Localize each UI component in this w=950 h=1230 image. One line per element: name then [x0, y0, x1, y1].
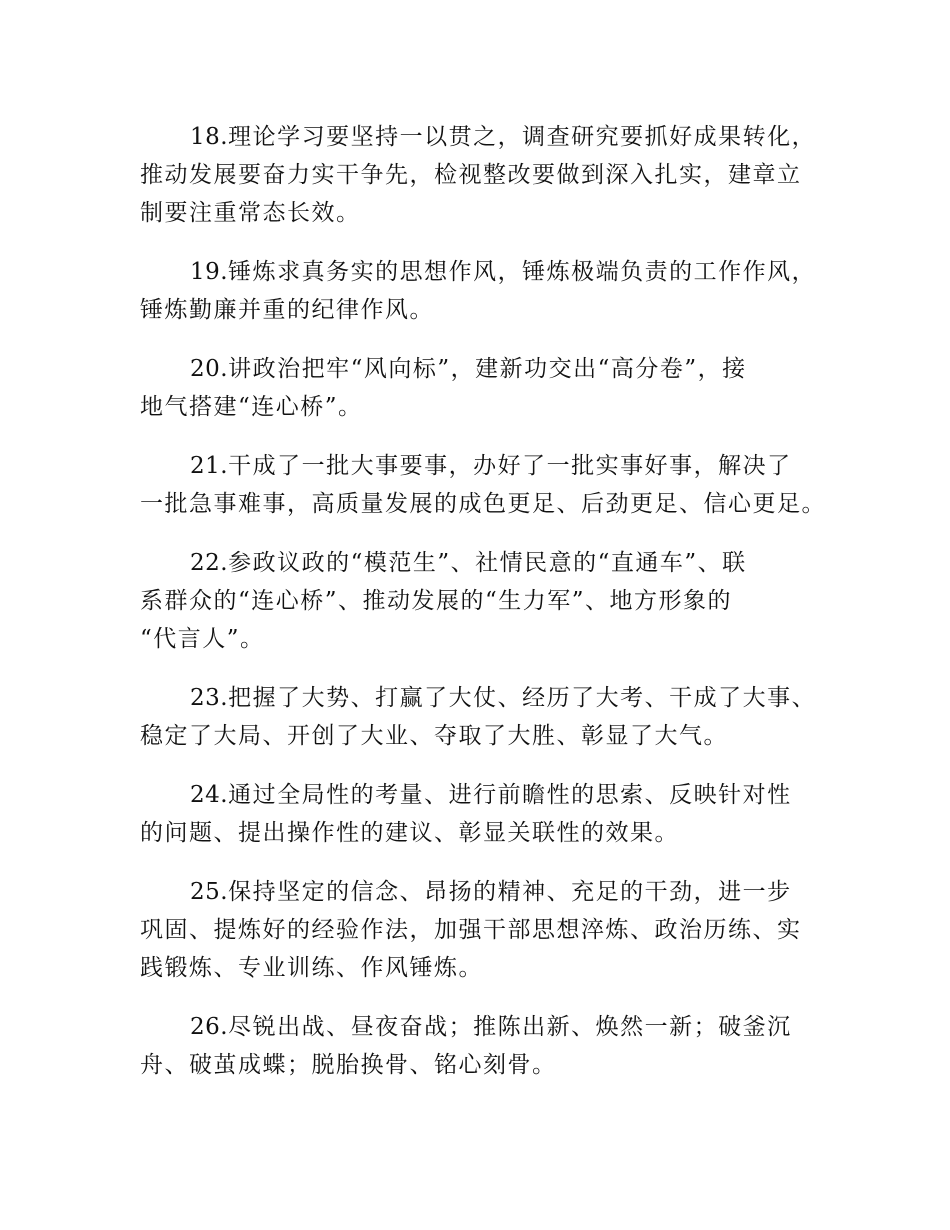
paragraph-line: 23.把握了大势、打赢了大仗、经历了大考、干成了大事、	[190, 685, 817, 711]
paragraph-20	[140, 350, 830, 426]
paragraph-line: 25.保持坚定的信念、昂扬的精神、充足的干劲，进一步	[190, 879, 792, 905]
paragraph-number: 25.	[190, 879, 229, 905]
paragraph-22	[140, 544, 830, 658]
paragraph-25	[140, 873, 830, 987]
paragraph-line: 19.锤炼求真务实的思想作风，锤炼极端负责的工作作风，	[190, 259, 817, 285]
paragraph-18	[140, 118, 830, 232]
paragraph-number: 19.	[190, 259, 229, 285]
paragraph-line: “代言人”。	[140, 626, 265, 652]
paragraph-line: 巩固、提炼好的经验作法，加强干部思想淬炼、政治历练、实	[140, 917, 802, 943]
paragraph-line: 系群众的“连心桥”、推动发展的“生力军”、地方形象的	[140, 588, 733, 614]
paragraph-line: 18.理论学习要坚持一以贯之，调查研究要抓好成果转化，	[190, 124, 817, 150]
paragraph-number: 20.	[190, 356, 229, 382]
paragraph-line: 锤炼勤廉并重的纪律作风。	[140, 297, 434, 323]
paragraph-number: 23.	[190, 685, 229, 711]
paragraph-number: 26.	[190, 1014, 229, 1040]
paragraph-line: 的问题、提出操作性的建议、彰显关联性的效果。	[140, 820, 679, 846]
paragraph-line: 践锻炼、专业训练、作风锤炼。	[140, 955, 483, 981]
paragraph-line: 稳定了大局、开创了大业、夺取了大胜、彰显了大气。	[140, 723, 728, 749]
paragraph-line: 推动发展要奋力实干争先，检视整改要做到深入扎实，建章立	[140, 162, 802, 188]
paragraph-number: 18.	[190, 124, 229, 150]
paragraph-line: 舟、破茧成蝶；脱胎换骨、铭心刻骨。	[140, 1052, 557, 1078]
paragraph-line: 22.参政议政的“模范生”、社情民意的“直通车”、联	[190, 550, 747, 576]
paragraph-line: 26.尽锐出战、昼夜奋战；推陈出新、焕然一新；破釜沉	[190, 1014, 792, 1040]
paragraph-number: 22.	[190, 550, 229, 576]
paragraph-19	[140, 253, 830, 329]
paragraph-24	[140, 776, 830, 852]
paragraph-line: 24.通过全局性的考量、进行前瞻性的思索、反映针对性	[190, 782, 792, 808]
paragraph-26	[140, 1008, 830, 1084]
paragraph-line: 21.干成了一批大事要事，办好了一批实事好事，解决了	[190, 453, 792, 479]
paragraph-21	[140, 447, 830, 523]
paragraph-line: 20.讲政治把牢“风向标”，建新功交出“高分卷”，接	[190, 356, 747, 382]
paragraph-line: 制要注重常态长效。	[140, 200, 361, 226]
paragraph-23	[140, 679, 830, 755]
paragraph-line: 一批急事难事，高质量发展的成色更足、后劲更足、信心更足。	[140, 491, 826, 517]
paragraph-number: 24.	[190, 782, 229, 808]
document-body	[140, 118, 830, 1105]
paragraph-number: 21.	[190, 453, 229, 479]
paragraph-line: 地气搭建“连心桥”。	[140, 394, 363, 420]
